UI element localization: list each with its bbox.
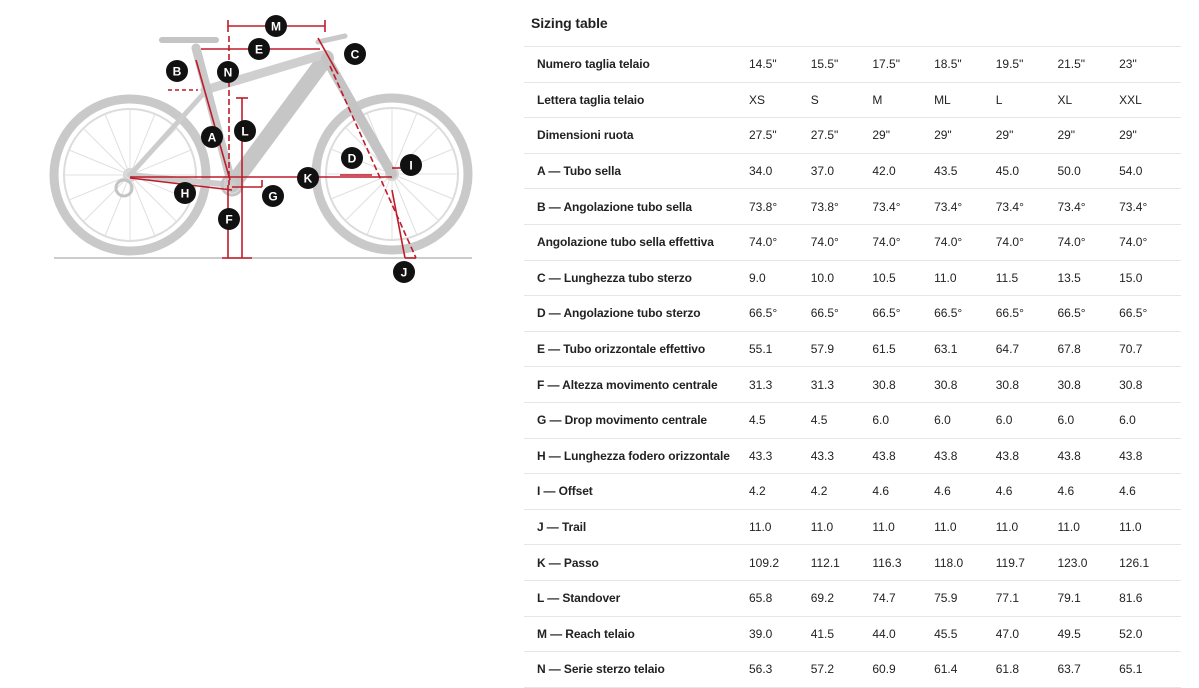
row-label: Lettera taglia telaio xyxy=(524,82,749,118)
table-cell: 52.0 xyxy=(1119,616,1181,652)
table-cell: 66.5° xyxy=(749,296,811,332)
sizing-table xyxy=(524,46,1181,688)
marker-i xyxy=(400,154,422,176)
marker-b-label: B xyxy=(172,64,182,79)
marker-m-label: M xyxy=(271,19,281,34)
table-cell: 43.8 xyxy=(996,438,1058,474)
table-cell: 74.7 xyxy=(872,580,934,616)
table-row xyxy=(524,82,1181,118)
table-cell: 55.1 xyxy=(749,331,811,367)
table-cell: 11.0 xyxy=(1119,509,1181,545)
table-cell: 73.8° xyxy=(811,189,873,225)
table-cell: 4.2 xyxy=(749,474,811,510)
marker-k xyxy=(297,167,319,189)
marker-h xyxy=(174,182,196,204)
marker-m xyxy=(265,15,287,37)
table-cell: 43.8 xyxy=(934,438,996,474)
table-cell: 17.5" xyxy=(872,47,934,83)
table-cell: 66.5° xyxy=(1119,296,1181,332)
table-cell: 75.9 xyxy=(934,580,996,616)
table-cell: 74.0° xyxy=(1119,224,1181,260)
table-cell: 30.8 xyxy=(872,367,934,403)
table-cell: 41.5 xyxy=(811,616,873,652)
marker-b xyxy=(166,60,188,82)
table-cell: 27.5" xyxy=(811,118,873,154)
table-cell: 4.6 xyxy=(1119,474,1181,510)
table-cell: 11.5 xyxy=(996,260,1058,296)
row-label: H — Lunghezza fodero orizzontale xyxy=(524,438,749,474)
table-cell: S xyxy=(811,82,873,118)
table-cell: 31.3 xyxy=(811,367,873,403)
table-cell: 31.3 xyxy=(749,367,811,403)
table-cell: 23" xyxy=(1119,47,1181,83)
table-cell: 45.5 xyxy=(934,616,996,652)
table-cell: 50.0 xyxy=(1057,153,1119,189)
table-cell: 56.3 xyxy=(749,652,811,688)
table-cell: 118.0 xyxy=(934,545,996,581)
table-cell: 9.0 xyxy=(749,260,811,296)
marker-g-label: G xyxy=(268,189,278,204)
table-cell: 11.0 xyxy=(749,509,811,545)
table-row xyxy=(524,580,1181,616)
table-cell: 10.5 xyxy=(872,260,934,296)
table-cell: 6.0 xyxy=(1057,402,1119,438)
marker-n-label: N xyxy=(223,65,233,80)
table-cell: 29" xyxy=(1057,118,1119,154)
table-cell: 39.0 xyxy=(749,616,811,652)
marker-i-label: I xyxy=(409,158,413,173)
table-cell: 57.9 xyxy=(811,331,873,367)
table-cell: 61.5 xyxy=(872,331,934,367)
marker-e-label: E xyxy=(254,42,264,57)
table-row xyxy=(524,47,1181,83)
row-label: A — Tubo sella xyxy=(524,153,749,189)
table-cell: 66.5° xyxy=(811,296,873,332)
table-cell: XXL xyxy=(1119,82,1181,118)
table-cell: 74.0° xyxy=(872,224,934,260)
marker-n xyxy=(217,61,239,83)
marker-l xyxy=(234,120,256,142)
table-row xyxy=(524,438,1181,474)
table-cell: 4.5 xyxy=(749,402,811,438)
table-cell: ML xyxy=(934,82,996,118)
table-cell: 4.2 xyxy=(811,474,873,510)
table-cell: 119.7 xyxy=(996,545,1058,581)
table-cell: 112.1 xyxy=(811,545,873,581)
table-cell: 30.8 xyxy=(1057,367,1119,403)
table-row xyxy=(524,224,1181,260)
table-cell: 123.0 xyxy=(1057,545,1119,581)
table-cell: 4.5 xyxy=(811,402,873,438)
table-cell: 66.5° xyxy=(872,296,934,332)
table-row xyxy=(524,616,1181,652)
table-row xyxy=(524,153,1181,189)
table-cell: 43.3 xyxy=(811,438,873,474)
table-cell: 19.5" xyxy=(996,47,1058,83)
table-row xyxy=(524,402,1181,438)
table-cell: 42.0 xyxy=(872,153,934,189)
table-cell: XS xyxy=(749,82,811,118)
table-cell: 30.8 xyxy=(934,367,996,403)
table-cell: 126.1 xyxy=(1119,545,1181,581)
table-row xyxy=(524,331,1181,367)
table-cell: 65.1 xyxy=(1119,652,1181,688)
marker-a xyxy=(201,126,223,148)
row-label: L — Standover xyxy=(524,580,749,616)
marker-a-label: A xyxy=(207,130,217,145)
table-cell: 43.8 xyxy=(1119,438,1181,474)
table-cell: 57.2 xyxy=(811,652,873,688)
table-cell: 109.2 xyxy=(749,545,811,581)
row-label: E — Tubo orizzontale effettivo xyxy=(524,331,749,367)
row-label: M — Reach telaio xyxy=(524,616,749,652)
table-cell: 43.5 xyxy=(934,153,996,189)
marker-e xyxy=(248,38,270,60)
table-cell: 79.1 xyxy=(1057,580,1119,616)
table-cell: 73.4° xyxy=(996,189,1058,225)
table-cell: 4.6 xyxy=(934,474,996,510)
table-cell: 61.4 xyxy=(934,652,996,688)
table-cell: 61.8 xyxy=(996,652,1058,688)
table-row xyxy=(524,474,1181,510)
sizing-table-body xyxy=(524,47,1181,688)
marker-j-label: J xyxy=(400,265,408,280)
table-cell: 70.7 xyxy=(1119,331,1181,367)
row-label: F — Altezza movimento centrale xyxy=(524,367,749,403)
table-cell: 27.5" xyxy=(749,118,811,154)
table-cell: 69.2 xyxy=(811,580,873,616)
table-cell: 11.0 xyxy=(811,509,873,545)
table-cell: 43.8 xyxy=(872,438,934,474)
table-cell: 11.0 xyxy=(934,260,996,296)
table-cell: 21.5" xyxy=(1057,47,1119,83)
table-cell: XL xyxy=(1057,82,1119,118)
table-row xyxy=(524,296,1181,332)
table-cell: 30.8 xyxy=(1119,367,1181,403)
table-cell: 49.5 xyxy=(1057,616,1119,652)
row-label: Numero taglia telaio xyxy=(524,47,749,83)
marker-d-label: D xyxy=(347,151,357,166)
table-cell: 66.5° xyxy=(996,296,1058,332)
table-cell: 65.8 xyxy=(749,580,811,616)
table-cell: 81.6 xyxy=(1119,580,1181,616)
marker-d xyxy=(341,147,363,169)
table-cell: 66.5° xyxy=(1057,296,1119,332)
table-cell: 11.0 xyxy=(1057,509,1119,545)
row-label: K — Passo xyxy=(524,545,749,581)
table-cell: 45.0 xyxy=(996,153,1058,189)
marker-l-label: L xyxy=(241,124,249,139)
row-label: B — Angolazione tubo sella xyxy=(524,189,749,225)
table-cell: 54.0 xyxy=(1119,153,1181,189)
table-cell: 18.5" xyxy=(934,47,996,83)
table-cell: 4.6 xyxy=(1057,474,1119,510)
table-row xyxy=(524,367,1181,403)
table-cell: L xyxy=(996,82,1058,118)
table-cell: 6.0 xyxy=(1119,402,1181,438)
sizing-section xyxy=(524,0,1164,688)
table-cell: 15.0 xyxy=(1119,260,1181,296)
table-cell: 44.0 xyxy=(872,616,934,652)
table-row xyxy=(524,509,1181,545)
marker-j xyxy=(393,261,415,283)
sizing-title: Sizing table xyxy=(531,15,608,31)
table-cell: 11.0 xyxy=(872,509,934,545)
row-label: C — Lunghezza tubo sterzo xyxy=(524,260,749,296)
table-cell: 67.8 xyxy=(1057,331,1119,367)
marker-g xyxy=(262,185,284,207)
table-cell: 10.0 xyxy=(811,260,873,296)
row-label: I — Offset xyxy=(524,474,749,510)
table-cell: 116.3 xyxy=(872,545,934,581)
table-cell: 60.9 xyxy=(872,652,934,688)
table-row xyxy=(524,260,1181,296)
table-cell: 6.0 xyxy=(996,402,1058,438)
row-label: D — Angolazione tubo sterzo xyxy=(524,296,749,332)
table-cell: 29" xyxy=(996,118,1058,154)
table-cell: 66.5° xyxy=(934,296,996,332)
table-cell: 63.1 xyxy=(934,331,996,367)
table-cell: 74.0° xyxy=(811,224,873,260)
table-row xyxy=(524,545,1181,581)
table-cell: 77.1 xyxy=(996,580,1058,616)
row-label: N — Serie sterzo telaio xyxy=(524,652,749,688)
table-row xyxy=(524,652,1181,688)
table-cell: 14.5" xyxy=(749,47,811,83)
table-cell: 6.0 xyxy=(934,402,996,438)
table-cell: 73.4° xyxy=(872,189,934,225)
table-cell: 63.7 xyxy=(1057,652,1119,688)
table-cell: 74.0° xyxy=(1057,224,1119,260)
table-cell: 29" xyxy=(934,118,996,154)
marker-c-label: C xyxy=(350,47,360,62)
table-cell: 4.6 xyxy=(996,474,1058,510)
table-cell: 15.5" xyxy=(811,47,873,83)
table-cell: 43.3 xyxy=(749,438,811,474)
table-cell: 6.0 xyxy=(872,402,934,438)
marker-c xyxy=(344,43,366,65)
table-cell: 73.4° xyxy=(934,189,996,225)
marker-f-label: F xyxy=(225,212,233,227)
row-label: J — Trail xyxy=(524,509,749,545)
table-cell: 74.0° xyxy=(996,224,1058,260)
table-cell: 47.0 xyxy=(996,616,1058,652)
table-cell: 30.8 xyxy=(996,367,1058,403)
table-cell: 11.0 xyxy=(996,509,1058,545)
table-cell: 29" xyxy=(872,118,934,154)
table-cell: 73.4° xyxy=(1057,189,1119,225)
bike-geometry-svg xyxy=(40,10,490,300)
table-cell: 43.8 xyxy=(1057,438,1119,474)
table-cell: 74.0° xyxy=(749,224,811,260)
table-cell: 73.4° xyxy=(1119,189,1181,225)
marker-f xyxy=(218,208,240,230)
table-row xyxy=(524,189,1181,225)
table-cell: 64.7 xyxy=(996,331,1058,367)
marker-k-label: K xyxy=(303,171,313,186)
table-cell: 37.0 xyxy=(811,153,873,189)
table-cell: M xyxy=(872,82,934,118)
marker-h-label: H xyxy=(180,186,190,201)
table-cell: 29" xyxy=(1119,118,1181,154)
table-cell: 4.6 xyxy=(872,474,934,510)
row-label: Angolazione tubo sella effettiva xyxy=(524,224,749,260)
bike-geometry-diagram xyxy=(40,10,490,300)
table-row xyxy=(524,118,1181,154)
table-cell: 13.5 xyxy=(1057,260,1119,296)
row-label: G — Drop movimento centrale xyxy=(524,402,749,438)
table-cell: 34.0 xyxy=(749,153,811,189)
row-label: Dimensioni ruota xyxy=(524,118,749,154)
table-cell: 73.8° xyxy=(749,189,811,225)
table-cell: 74.0° xyxy=(934,224,996,260)
table-cell: 11.0 xyxy=(934,509,996,545)
